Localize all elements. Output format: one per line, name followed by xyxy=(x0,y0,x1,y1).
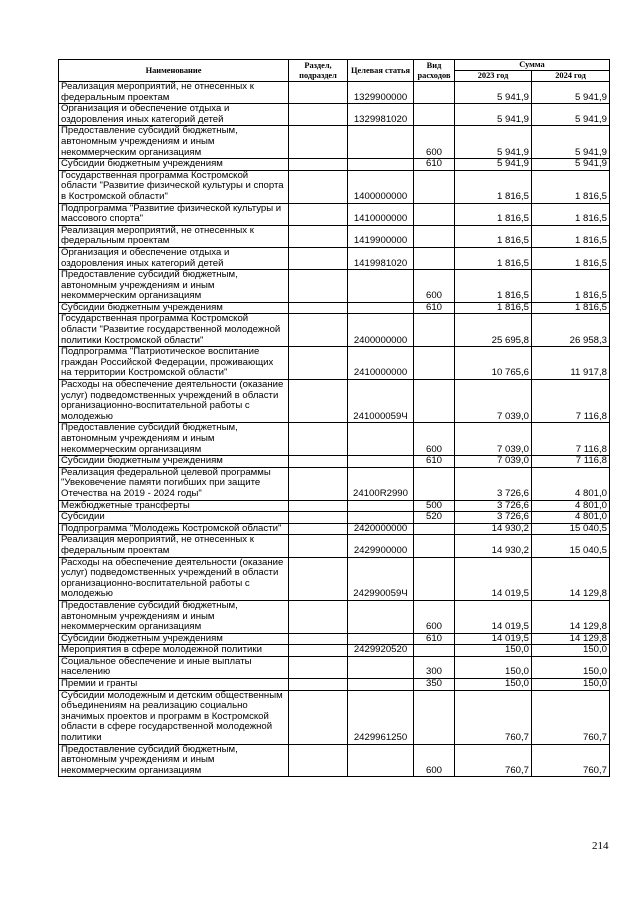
table-row xyxy=(59,423,610,456)
table-row xyxy=(59,347,610,380)
row-kind: 520 xyxy=(414,512,455,524)
table-row xyxy=(59,523,610,535)
row-sum-2024: 760,7 xyxy=(532,744,610,777)
row-kind xyxy=(414,645,455,657)
row-section xyxy=(289,633,348,645)
row-target: 1329981020 xyxy=(348,104,414,126)
row-section xyxy=(289,82,348,104)
table-row xyxy=(59,535,610,557)
row-sum-2023: 7 039,0 xyxy=(455,380,532,423)
row-sum-2023: 5 941,9 xyxy=(455,126,532,159)
table-row xyxy=(59,645,610,657)
row-section xyxy=(289,500,348,512)
row-sum-2023: 1 816,5 xyxy=(455,170,532,203)
row-sum-2023: 5 941,9 xyxy=(455,104,532,126)
header-sum: Сумма xyxy=(455,60,610,71)
row-sum-2024: 7 116,8 xyxy=(532,456,610,468)
row-kind xyxy=(414,467,455,500)
table-body xyxy=(59,82,610,777)
table-row xyxy=(59,456,610,468)
row-sum-2023: 1 816,5 xyxy=(455,270,532,303)
header-name: Наименование xyxy=(59,60,289,82)
row-target: 2410000000 xyxy=(348,347,414,380)
row-kind xyxy=(414,523,455,535)
row-kind xyxy=(414,314,455,347)
row-section xyxy=(289,645,348,657)
row-sum-2024: 5 941,9 xyxy=(532,159,610,171)
row-sum-2023: 14 930,2 xyxy=(455,523,532,535)
table-row xyxy=(59,600,610,633)
row-target xyxy=(348,500,414,512)
table-row xyxy=(59,104,610,126)
row-target xyxy=(348,656,414,678)
row-sum-2024: 4 801,0 xyxy=(532,467,610,500)
table-row xyxy=(59,633,610,645)
table-row xyxy=(59,557,610,600)
table-row xyxy=(59,380,610,423)
row-section xyxy=(289,380,348,423)
table-row xyxy=(59,302,610,314)
row-sum-2023: 14 019,5 xyxy=(455,557,532,600)
row-target xyxy=(348,512,414,524)
row-kind xyxy=(414,225,455,247)
row-target xyxy=(348,159,414,171)
row-section xyxy=(289,690,348,744)
row-target xyxy=(348,302,414,314)
row-sum-2024: 1 816,5 xyxy=(532,225,610,247)
row-target: 1419981020 xyxy=(348,247,414,269)
row-section xyxy=(289,535,348,557)
row-target: 241000059Ч xyxy=(348,380,414,423)
row-name: Государственная программа Костромской области "Развитие физической культуры и спорта в Костромской области" xyxy=(59,170,289,203)
row-sum-2024: 1 816,5 xyxy=(532,247,610,269)
row-kind xyxy=(414,203,455,225)
budget-page xyxy=(58,59,609,777)
row-target: 2429920520 xyxy=(348,645,414,657)
row-name: Субсидии молодежным и детским общественным объединениям на реализацию социально значимых проектов и программ в Костромской области в сфере государственной молодежной политики xyxy=(59,690,289,744)
row-section xyxy=(289,347,348,380)
row-sum-2024: 15 040,5 xyxy=(532,535,610,557)
row-kind xyxy=(414,347,455,380)
row-kind: 300 xyxy=(414,656,455,678)
row-sum-2024: 1 816,5 xyxy=(532,203,610,225)
table-row xyxy=(59,467,610,500)
row-kind: 610 xyxy=(414,159,455,171)
table-row xyxy=(59,159,610,171)
row-sum-2024: 150,0 xyxy=(532,645,610,657)
row-sum-2024: 26 958,3 xyxy=(532,314,610,347)
row-sum-2023: 5 941,9 xyxy=(455,82,532,104)
row-name: Межбюджетные трансферты xyxy=(59,500,289,512)
row-sum-2023: 3 726,6 xyxy=(455,500,532,512)
row-target: 24100R2990 xyxy=(348,467,414,500)
row-target: 1410000000 xyxy=(348,203,414,225)
row-section xyxy=(289,600,348,633)
page-number: 214 xyxy=(592,840,609,852)
header-year-2023: 2023 год xyxy=(455,71,532,82)
row-kind xyxy=(414,82,455,104)
row-section xyxy=(289,270,348,303)
row-sum-2023: 3 726,6 xyxy=(455,467,532,500)
row-sum-2023: 25 695,8 xyxy=(455,314,532,347)
row-section xyxy=(289,512,348,524)
table-row xyxy=(59,744,610,777)
row-sum-2024: 14 129,8 xyxy=(532,557,610,600)
row-sum-2023: 3 726,6 xyxy=(455,512,532,524)
row-name: Государственная программа Костромской области "Развитие государственной молодежной политики Костромской области" xyxy=(59,314,289,347)
row-kind xyxy=(414,690,455,744)
row-section xyxy=(289,456,348,468)
row-target xyxy=(348,600,414,633)
row-kind: 500 xyxy=(414,500,455,512)
row-sum-2024: 5 941,9 xyxy=(532,82,610,104)
row-name: Субсидии бюджетным учреждениям xyxy=(59,302,289,314)
row-sum-2023: 7 039,0 xyxy=(455,456,532,468)
row-kind: 610 xyxy=(414,633,455,645)
row-target: 242990059Ч xyxy=(348,557,414,600)
row-kind: 600 xyxy=(414,126,455,159)
table-header xyxy=(59,60,610,82)
row-kind xyxy=(414,247,455,269)
row-name: Субсидии бюджетным учреждениям xyxy=(59,633,289,645)
row-sum-2024: 7 116,8 xyxy=(532,423,610,456)
row-name: Социальное обеспечение и иные выплаты населению xyxy=(59,656,289,678)
row-kind xyxy=(414,557,455,600)
row-target xyxy=(348,126,414,159)
row-sum-2023: 150,0 xyxy=(455,656,532,678)
row-name: Расходы на обеспечение деятельности (оказание услуг) подведомственных учреждений в области организационно-воспитательной работы с молодежью xyxy=(59,380,289,423)
row-sum-2023: 14 019,5 xyxy=(455,600,532,633)
row-target: 2400000000 xyxy=(348,314,414,347)
row-name: Предоставление субсидий бюджетным, автономным учреждениям и иным некоммерческим организациям xyxy=(59,126,289,159)
row-kind xyxy=(414,380,455,423)
row-name: Реализация федеральной целевой программы "Увековечение памяти погибших при защите Отечества на 2019 - 2024 годы" xyxy=(59,467,289,500)
row-name: Реализация мероприятий, не отнесенных к федеральным проектам xyxy=(59,82,289,104)
row-kind xyxy=(414,104,455,126)
row-section xyxy=(289,203,348,225)
row-sum-2023: 150,0 xyxy=(455,645,532,657)
row-sum-2023: 1 816,5 xyxy=(455,302,532,314)
row-sum-2023: 1 816,5 xyxy=(455,203,532,225)
row-sum-2024: 14 129,8 xyxy=(532,633,610,645)
row-kind xyxy=(414,535,455,557)
row-sum-2023: 760,7 xyxy=(455,690,532,744)
row-name: Субсидии xyxy=(59,512,289,524)
row-target xyxy=(348,270,414,303)
row-kind: 610 xyxy=(414,302,455,314)
row-target: 1329900000 xyxy=(348,82,414,104)
row-sum-2023: 1 816,5 xyxy=(455,247,532,269)
header-year-2024: 2024 год xyxy=(532,71,610,82)
row-target xyxy=(348,456,414,468)
row-kind: 350 xyxy=(414,679,455,691)
table-row xyxy=(59,170,610,203)
budget-table xyxy=(58,59,610,777)
row-section xyxy=(289,104,348,126)
row-sum-2023: 10 765,6 xyxy=(455,347,532,380)
row-target: 2429900000 xyxy=(348,535,414,557)
row-target: 2420000000 xyxy=(348,523,414,535)
row-section xyxy=(289,467,348,500)
row-sum-2024: 11 917,8 xyxy=(532,347,610,380)
table-row xyxy=(59,512,610,524)
row-sum-2023: 14 019,5 xyxy=(455,633,532,645)
table-row xyxy=(59,82,610,104)
row-sum-2024: 1 816,5 xyxy=(532,270,610,303)
row-name: Организация и обеспечение отдыха и оздоровления иных категорий детей xyxy=(59,247,289,269)
row-target xyxy=(348,744,414,777)
row-section xyxy=(289,126,348,159)
table-row xyxy=(59,656,610,678)
header-target: Целевая статья xyxy=(348,60,414,82)
row-kind: 600 xyxy=(414,600,455,633)
table-row xyxy=(59,679,610,691)
row-section xyxy=(289,523,348,535)
row-name: Предоставление субсидий бюджетным, автономным учреждениям и иным некоммерческим организациям xyxy=(59,423,289,456)
row-name: Предоставление субсидий бюджетным, автономным учреждениям и иным некоммерческим организациям xyxy=(59,270,289,303)
row-sum-2024: 14 129,8 xyxy=(532,600,610,633)
row-name: Подпрограмма "Патриотическое воспитание граждан Российской Федерации, проживающих на территории Костромской области" xyxy=(59,347,289,380)
row-sum-2023: 14 930,2 xyxy=(455,535,532,557)
row-section xyxy=(289,679,348,691)
header-section: Раздел, подраздел xyxy=(289,60,348,82)
row-sum-2024: 5 941,9 xyxy=(532,104,610,126)
row-target xyxy=(348,423,414,456)
row-sum-2024: 150,0 xyxy=(532,656,610,678)
row-name: Предоставление субсидий бюджетным, автономным учреждениям и иным некоммерческим организациям xyxy=(59,600,289,633)
row-kind xyxy=(414,170,455,203)
table-row xyxy=(59,126,610,159)
row-target xyxy=(348,679,414,691)
row-sum-2023: 760,7 xyxy=(455,744,532,777)
row-section xyxy=(289,314,348,347)
row-name: Реализация мероприятий, не отнесенных к федеральным проектам xyxy=(59,535,289,557)
row-sum-2024: 4 801,0 xyxy=(532,512,610,524)
row-kind: 600 xyxy=(414,423,455,456)
table-row xyxy=(59,225,610,247)
row-section xyxy=(289,557,348,600)
row-kind: 600 xyxy=(414,270,455,303)
row-sum-2023: 7 039,0 xyxy=(455,423,532,456)
row-target xyxy=(348,633,414,645)
row-section xyxy=(289,170,348,203)
row-sum-2023: 5 941,9 xyxy=(455,159,532,171)
row-name: Субсидии бюджетным учреждениям xyxy=(59,159,289,171)
table-row xyxy=(59,203,610,225)
row-sum-2024: 15 040,5 xyxy=(532,523,610,535)
row-target: 1419900000 xyxy=(348,225,414,247)
header-kind: Вид расходов xyxy=(414,60,455,82)
table-row xyxy=(59,690,610,744)
row-sum-2024: 4 801,0 xyxy=(532,500,610,512)
row-target: 1400000000 xyxy=(348,170,414,203)
row-section xyxy=(289,225,348,247)
row-name: Расходы на обеспечение деятельности (оказание услуг) подведомственных учреждений в области организационно-воспитательной работы с молодежью xyxy=(59,557,289,600)
row-name: Предоставление субсидий бюджетным, автономным учреждениям и иным некоммерческим организациям xyxy=(59,744,289,777)
row-name: Мероприятия в сфере молодежной политики xyxy=(59,645,289,657)
row-name: Субсидии бюджетным учреждениям xyxy=(59,456,289,468)
table-row xyxy=(59,314,610,347)
row-target: 2429961250 xyxy=(348,690,414,744)
table-row xyxy=(59,270,610,303)
row-kind: 610 xyxy=(414,456,455,468)
row-section xyxy=(289,247,348,269)
row-section xyxy=(289,159,348,171)
row-kind: 600 xyxy=(414,744,455,777)
row-section xyxy=(289,744,348,777)
row-sum-2024: 1 816,5 xyxy=(532,302,610,314)
row-section xyxy=(289,423,348,456)
row-sum-2024: 5 941,9 xyxy=(532,126,610,159)
row-sum-2024: 760,7 xyxy=(532,690,610,744)
row-name: Организация и обеспечение отдыха и оздоровления иных категорий детей xyxy=(59,104,289,126)
row-sum-2024: 7 116,8 xyxy=(532,380,610,423)
row-name: Реализация мероприятий, не отнесенных к федеральным проектам xyxy=(59,225,289,247)
row-sum-2024: 150,0 xyxy=(532,679,610,691)
table-row xyxy=(59,247,610,269)
row-name: Подпрограмма "Молодежь Костромской области" xyxy=(59,523,289,535)
row-sum-2023: 150,0 xyxy=(455,679,532,691)
row-section xyxy=(289,656,348,678)
row-sum-2023: 1 816,5 xyxy=(455,225,532,247)
table-row xyxy=(59,500,610,512)
row-section xyxy=(289,302,348,314)
row-sum-2024: 1 816,5 xyxy=(532,170,610,203)
row-name: Подпрограмма "Развитие физической культуры и массового спорта" xyxy=(59,203,289,225)
row-name: Премии и гранты xyxy=(59,679,289,691)
